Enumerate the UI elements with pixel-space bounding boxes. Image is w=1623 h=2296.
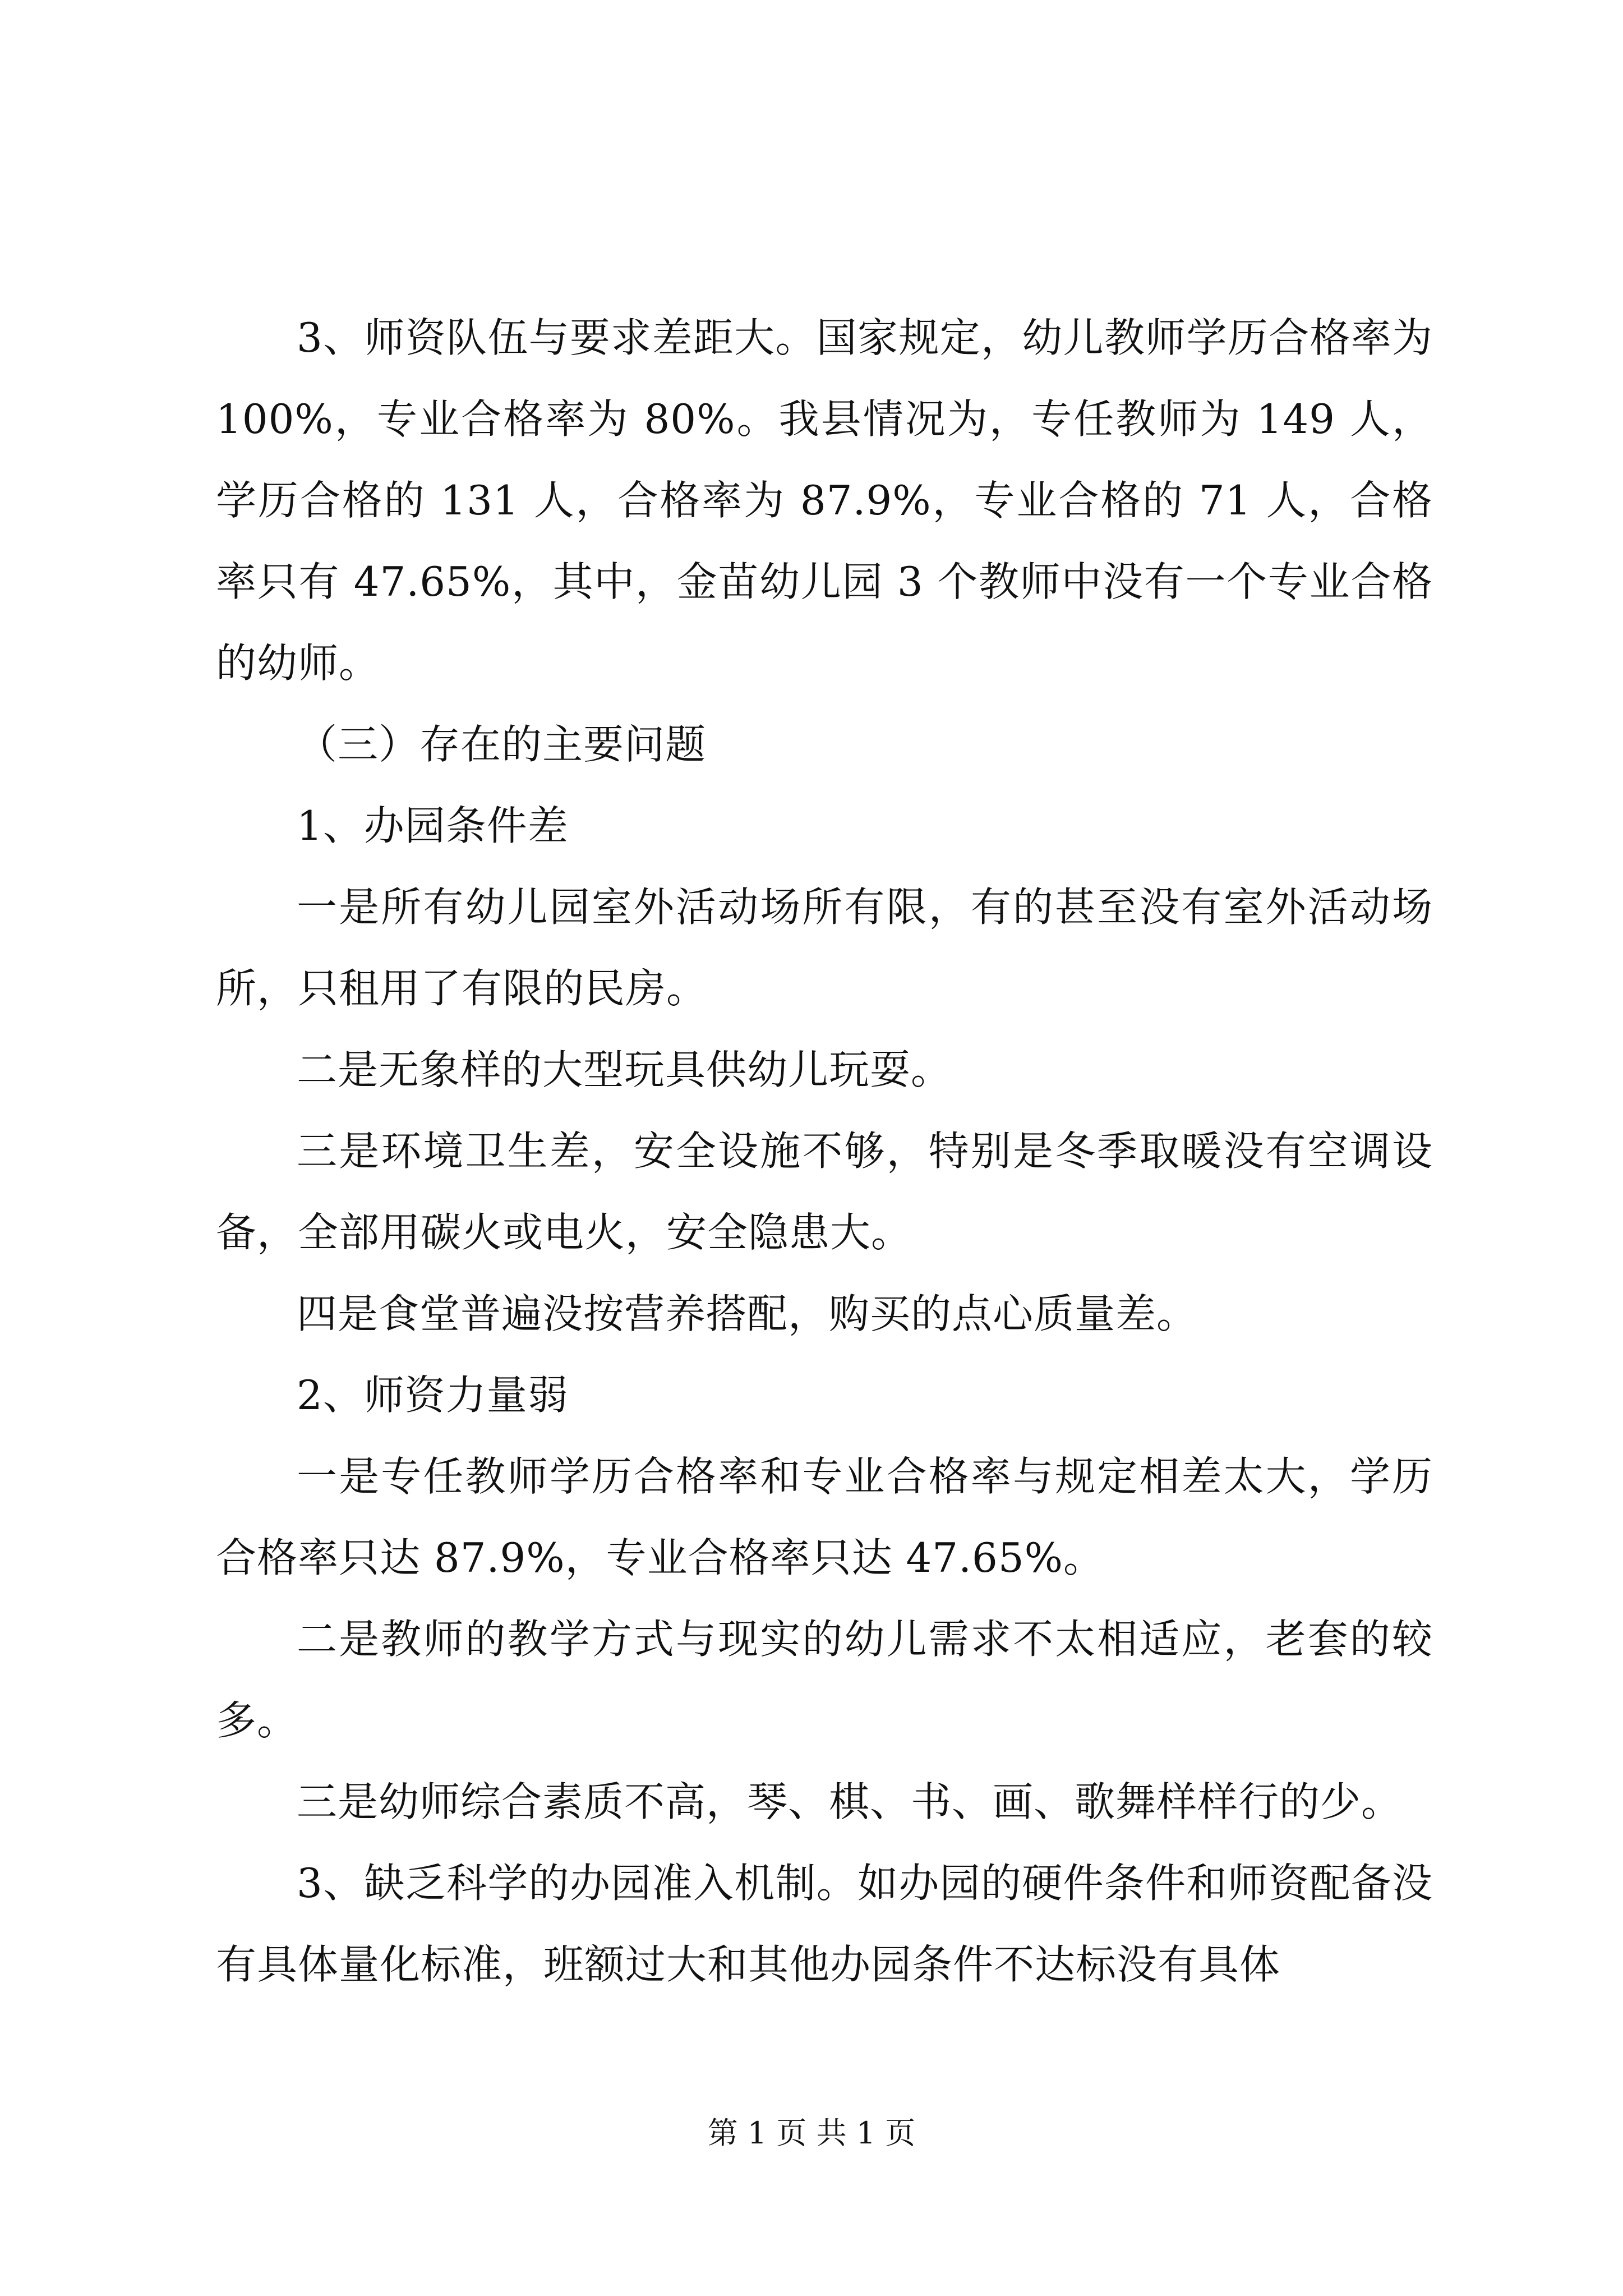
paragraph-teacher-gap: 3、师资队伍与要求差距大。国家规定，幼儿教师学历合格率为 100%，专业合格率为 80%。我县情况为，专任教师为 149 人，学历合格的 131 人，合格率为 87.9%，专业合格的 71 人，合格率只有 47.65%，其中，金苗幼儿园 3 个教师中没有一个专业合格的幼师。 [216,314,1433,687]
section-heading-main-problems: （三）存在的主要问题 [297,721,707,768]
document-body [216,297,1433,2005]
paragraph-outdoor-space: 一是所有幼儿园室外活动场所有限，有的甚至没有室外活动场所，只租用了有限的民房。 [216,884,1433,1012]
subheading-poor-conditions: 1、办园条件差 [297,802,569,849]
paragraph-toys: 二是无象样的大型玩具供幼儿玩耍。 [297,1046,952,1093]
paragraph-admission-mechanism: 3、缺乏科学的办园准入机制。如办园的硬件条件和师资配备没有具体量化标准，班额过大和其他办园条件不达标没有具体 [216,1860,1433,1988]
paragraph-qualification-rates: 一是专任教师学历合格率和专业合格率与规定相差太大，学历合格率只达 87.9%，专业合格率只达 47.65%。 [216,1453,1433,1581]
paragraph-hygiene-safety: 三是环境卫生差，安全设施不够，特别是冬季取暖没有空调设备，全部用碳火或电火，安全隐患大。 [216,1128,1433,1256]
subheading-weak-teachers: 2、师资力量弱 [297,1372,569,1419]
paragraph-teaching-methods: 二是教师的教学方式与现实的幼儿需求不太相适应，老套的较多。 [216,1616,1433,1744]
paragraph-overall-quality: 三是幼师综合素质不高，琴、棋、书、画、歌舞样样行的少。 [297,1778,1403,1825]
paragraph-canteen: 四是食堂普遍没按营养搭配，购买的点心质量差。 [297,1290,1198,1337]
page-footer: 第 1 页 共 1 页 [707,2115,916,2151]
